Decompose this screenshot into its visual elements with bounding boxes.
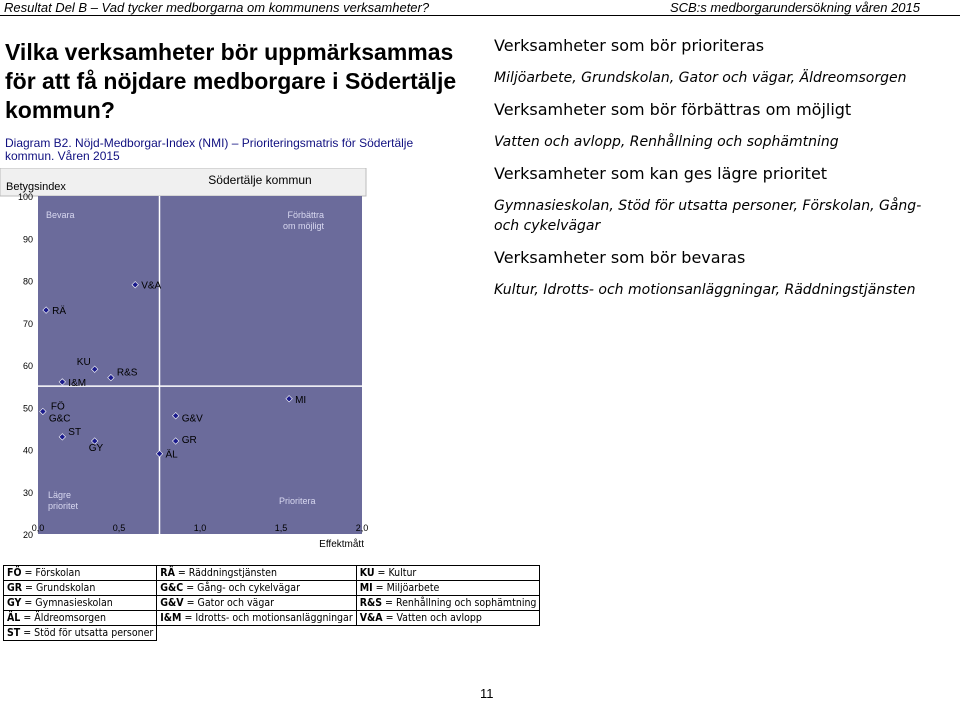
legend-cell: R&S = Renhållning och sophämtning [356, 596, 540, 611]
quadrant-label-bevara: Bevara [46, 210, 75, 220]
chart-caption-line-2: kommun. Våren 2015 [5, 149, 120, 163]
data-point-label: MI [295, 394, 307, 406]
right-panel [494, 36, 944, 300]
legend-cell: MI = Miljöarbete [356, 581, 540, 596]
legend-cell-empty [356, 626, 540, 641]
legend-cell: FÖ = Förskolan [4, 566, 157, 581]
quadrant-label-forbattra: Förbättra [287, 210, 324, 220]
legend-row [4, 611, 540, 626]
y-tick-label: 100 [17, 192, 33, 202]
header-right-text: SCB:s medborgarundersökning våren 2015 [669, 0, 920, 15]
data-point-label: FÖ [50, 401, 65, 413]
quadrant-label-prioritera: Prioritera [279, 496, 316, 506]
legend-cell: ST = Stöd för utsatta personer [4, 626, 157, 641]
data-point-label: GY [88, 443, 104, 455]
y-tick-label: 90 [22, 234, 33, 245]
legend-cell: ÄL = Äldreomsorgen [4, 611, 157, 626]
section-heading-improve: Verksamheter som bör förbättras om möjligt [494, 100, 852, 119]
data-point-label: RÄ [52, 306, 67, 318]
legend-cell: RÄ = Räddningstjänsten [157, 566, 356, 581]
quadrant-label-lagre-line2: prioritet [48, 501, 79, 511]
x-axis-label: Effektmått [319, 539, 364, 550]
legend-row [4, 626, 540, 641]
legend-cell-empty [157, 626, 356, 641]
legend-cell: I&M = Idrotts- och motionsanläggningar [157, 611, 356, 626]
quadrant-label-forbattra-line2: om möjligt [282, 221, 324, 231]
legend-cell: GY = Gymnasieskolan [4, 596, 157, 611]
legend-cell: G&V = Gator och vägar [157, 596, 356, 611]
data-point-label: G&V [181, 413, 203, 425]
legend-row [4, 581, 540, 596]
x-tick-label: 1,5 [274, 523, 288, 533]
x-tick-label: 0,5 [112, 523, 126, 533]
data-point-label: R&S [116, 367, 138, 379]
y-tick-label: 60 [22, 361, 33, 371]
section-body-improve: Vatten och avlopp, Renhållning och sophämtning [494, 134, 839, 150]
data-point-label: ST [68, 426, 82, 438]
data-point-label: V&A [141, 280, 162, 292]
y-tick-label: 80 [22, 276, 33, 287]
data-point-label: GR [181, 435, 197, 447]
y-axis-label: Betygsindex [6, 181, 66, 193]
legend-cell: GR = Grundskolan [4, 581, 157, 596]
x-tick-label: 1,0 [193, 523, 207, 533]
legend-cell: V&A = Vatten och avlopp [356, 611, 540, 626]
quadrant-label-lagre: Lägre [48, 490, 72, 500]
chart-caption-line-1: Diagram B2. Nöjd-Medborgar-Index (NMI) – Prioriteringsmatris för Södertälje [5, 136, 414, 150]
data-point-label: ÄL [165, 449, 178, 461]
page-title: Vilka verksamheter bör uppmärksammas för att få nöjdare medborgare i Södertälje kommun? [5, 39, 457, 123]
section-body-lower-priority: Gymnasieskolan, Stöd för utsatta personer, Förskolan, Gång- och cykelvägar [494, 198, 922, 234]
y-tick-label: 70 [22, 318, 33, 329]
legend-cell: G&C = Gång- och cykelvägar [157, 581, 356, 596]
y-tick-label: 40 [22, 445, 33, 456]
legend-row [4, 596, 540, 611]
chart-svg [0, 168, 370, 550]
priority-matrix-chart [0, 168, 370, 550]
page-number: 11 [480, 686, 494, 701]
legend-cell: KU = Kultur [356, 566, 540, 581]
data-point-label: KU [76, 357, 91, 369]
page-header [0, 0, 960, 16]
section-heading-preserve: Verksamheter som bör bevaras [494, 248, 746, 267]
x-tick-label: 0,0 [31, 523, 45, 533]
section-body-preserve: Kultur, Idrotts- och motionsanläggningar, Räddningstjänsten [494, 282, 916, 298]
abbreviation-legend-table [3, 565, 540, 641]
data-point-label: I&M [68, 377, 87, 389]
chart-caption [5, 137, 445, 163]
y-tick-label: 30 [22, 487, 33, 498]
y-tick-label: 20 [22, 530, 33, 540]
x-tick-label: 2,0 [355, 523, 369, 533]
section-heading-lower-priority: Verksamheter som kan ges lägre prioritet [494, 164, 828, 183]
legend-row [4, 566, 540, 581]
header-left-text: Resultat Del B – Vad tycker medborgarna om kommunens verksamheter? [4, 0, 430, 15]
data-point-label: G&C [48, 413, 71, 425]
section-heading-prioritize: Verksamheter som bör prioriteras [494, 36, 765, 55]
section-body-prioritize: Miljöarbete, Grundskolan, Gator och vägar, Äldreomsorgen [494, 70, 907, 86]
y-tick-label: 50 [22, 403, 33, 414]
chart-title: Södertälje kommun [208, 173, 312, 187]
